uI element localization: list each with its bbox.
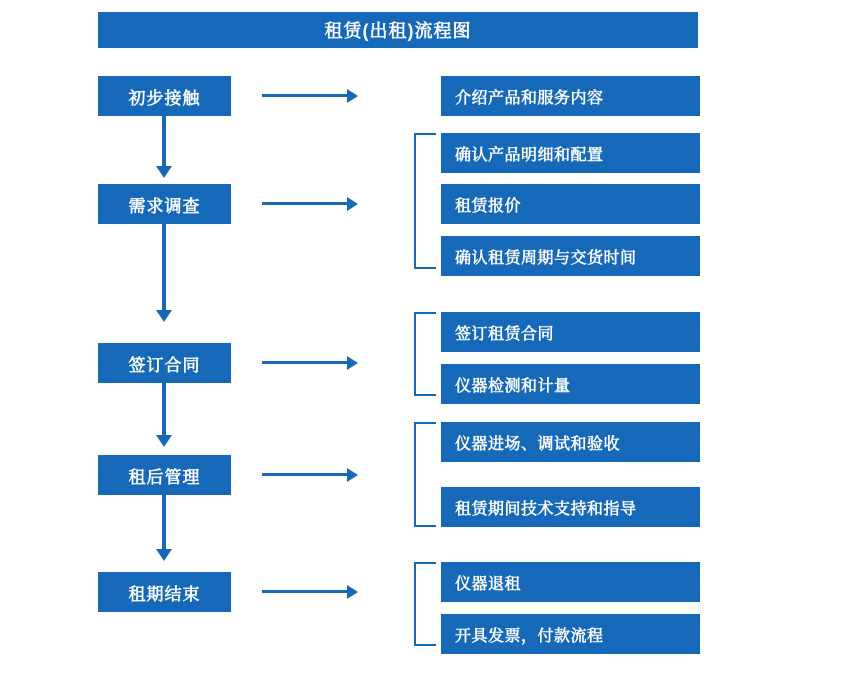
stage-node-1[interactable] <box>98 76 231 116</box>
connector-line-4 <box>262 473 347 476</box>
page-title: 租赁(出租)流程图 <box>98 12 698 48</box>
connector-arrow-4 <box>347 468 358 482</box>
stage-connector-2-3 <box>162 224 166 310</box>
stage-node-label: 初步接触 <box>128 88 201 108</box>
task-node-label: 租赁报价 <box>455 197 522 215</box>
task-node-label: 仪器退租 <box>455 575 522 593</box>
task-node-5-1[interactable] <box>441 562 700 602</box>
task-node-label: 租赁期间技术支持和指导 <box>455 500 637 518</box>
connector-arrow-1 <box>347 89 358 103</box>
stage-connector-1-2 <box>162 116 166 166</box>
stage-connector-3-4 <box>162 383 166 435</box>
stage-node-label: 租期结束 <box>128 584 201 604</box>
stage-connector-arrow-3-4 <box>156 435 172 447</box>
connector-line-1 <box>262 94 347 97</box>
stage-connector-arrow-2-3 <box>156 310 172 322</box>
task-node-4-1[interactable] <box>441 422 700 462</box>
stage-connector-arrow-1-2 <box>156 166 172 178</box>
task-node-4-2[interactable] <box>441 487 700 527</box>
connector-arrow-5 <box>347 585 358 599</box>
connector-arrow-2 <box>347 197 358 211</box>
task-group-bracket-3 <box>414 312 436 396</box>
task-group-bracket-2 <box>414 133 436 269</box>
task-node-label: 确认产品明细和配置 <box>455 146 604 164</box>
task-node-label: 仪器进场、调试和验收 <box>455 435 621 453</box>
stage-connector-4-5 <box>162 495 166 549</box>
stage-node-label: 签订合同 <box>128 355 201 375</box>
task-group-bracket-5 <box>414 562 436 646</box>
task-node-label: 确认租赁周期与交货时间 <box>455 249 637 267</box>
connector-line-5 <box>262 590 347 593</box>
task-group-bracket-4 <box>414 422 436 527</box>
task-node-2-2[interactable] <box>441 184 700 224</box>
task-node-label: 介绍产品和服务内容 <box>455 89 604 107</box>
task-node-1-1[interactable] <box>441 76 700 116</box>
stage-node-3[interactable] <box>98 343 231 383</box>
task-node-3-2[interactable] <box>441 364 700 404</box>
stage-node-4[interactable] <box>98 455 231 495</box>
task-node-2-1[interactable] <box>441 133 700 173</box>
stage-node-label: 需求调查 <box>128 196 201 216</box>
connector-line-2 <box>262 202 347 205</box>
task-node-label: 仪器检测和计量 <box>455 377 571 395</box>
connector-line-3 <box>262 361 347 364</box>
task-node-5-2[interactable] <box>441 614 700 654</box>
task-node-2-3[interactable] <box>441 236 700 276</box>
stage-node-2[interactable] <box>98 184 231 224</box>
stage-node-5[interactable] <box>98 572 231 612</box>
connector-arrow-3 <box>347 356 358 370</box>
stage-node-label: 租后管理 <box>128 467 201 487</box>
stage-connector-arrow-4-5 <box>156 549 172 561</box>
task-node-label: 签订租赁合同 <box>455 325 555 343</box>
task-node-label: 开具发票，付款流程 <box>455 627 604 645</box>
task-node-3-1[interactable] <box>441 312 700 352</box>
